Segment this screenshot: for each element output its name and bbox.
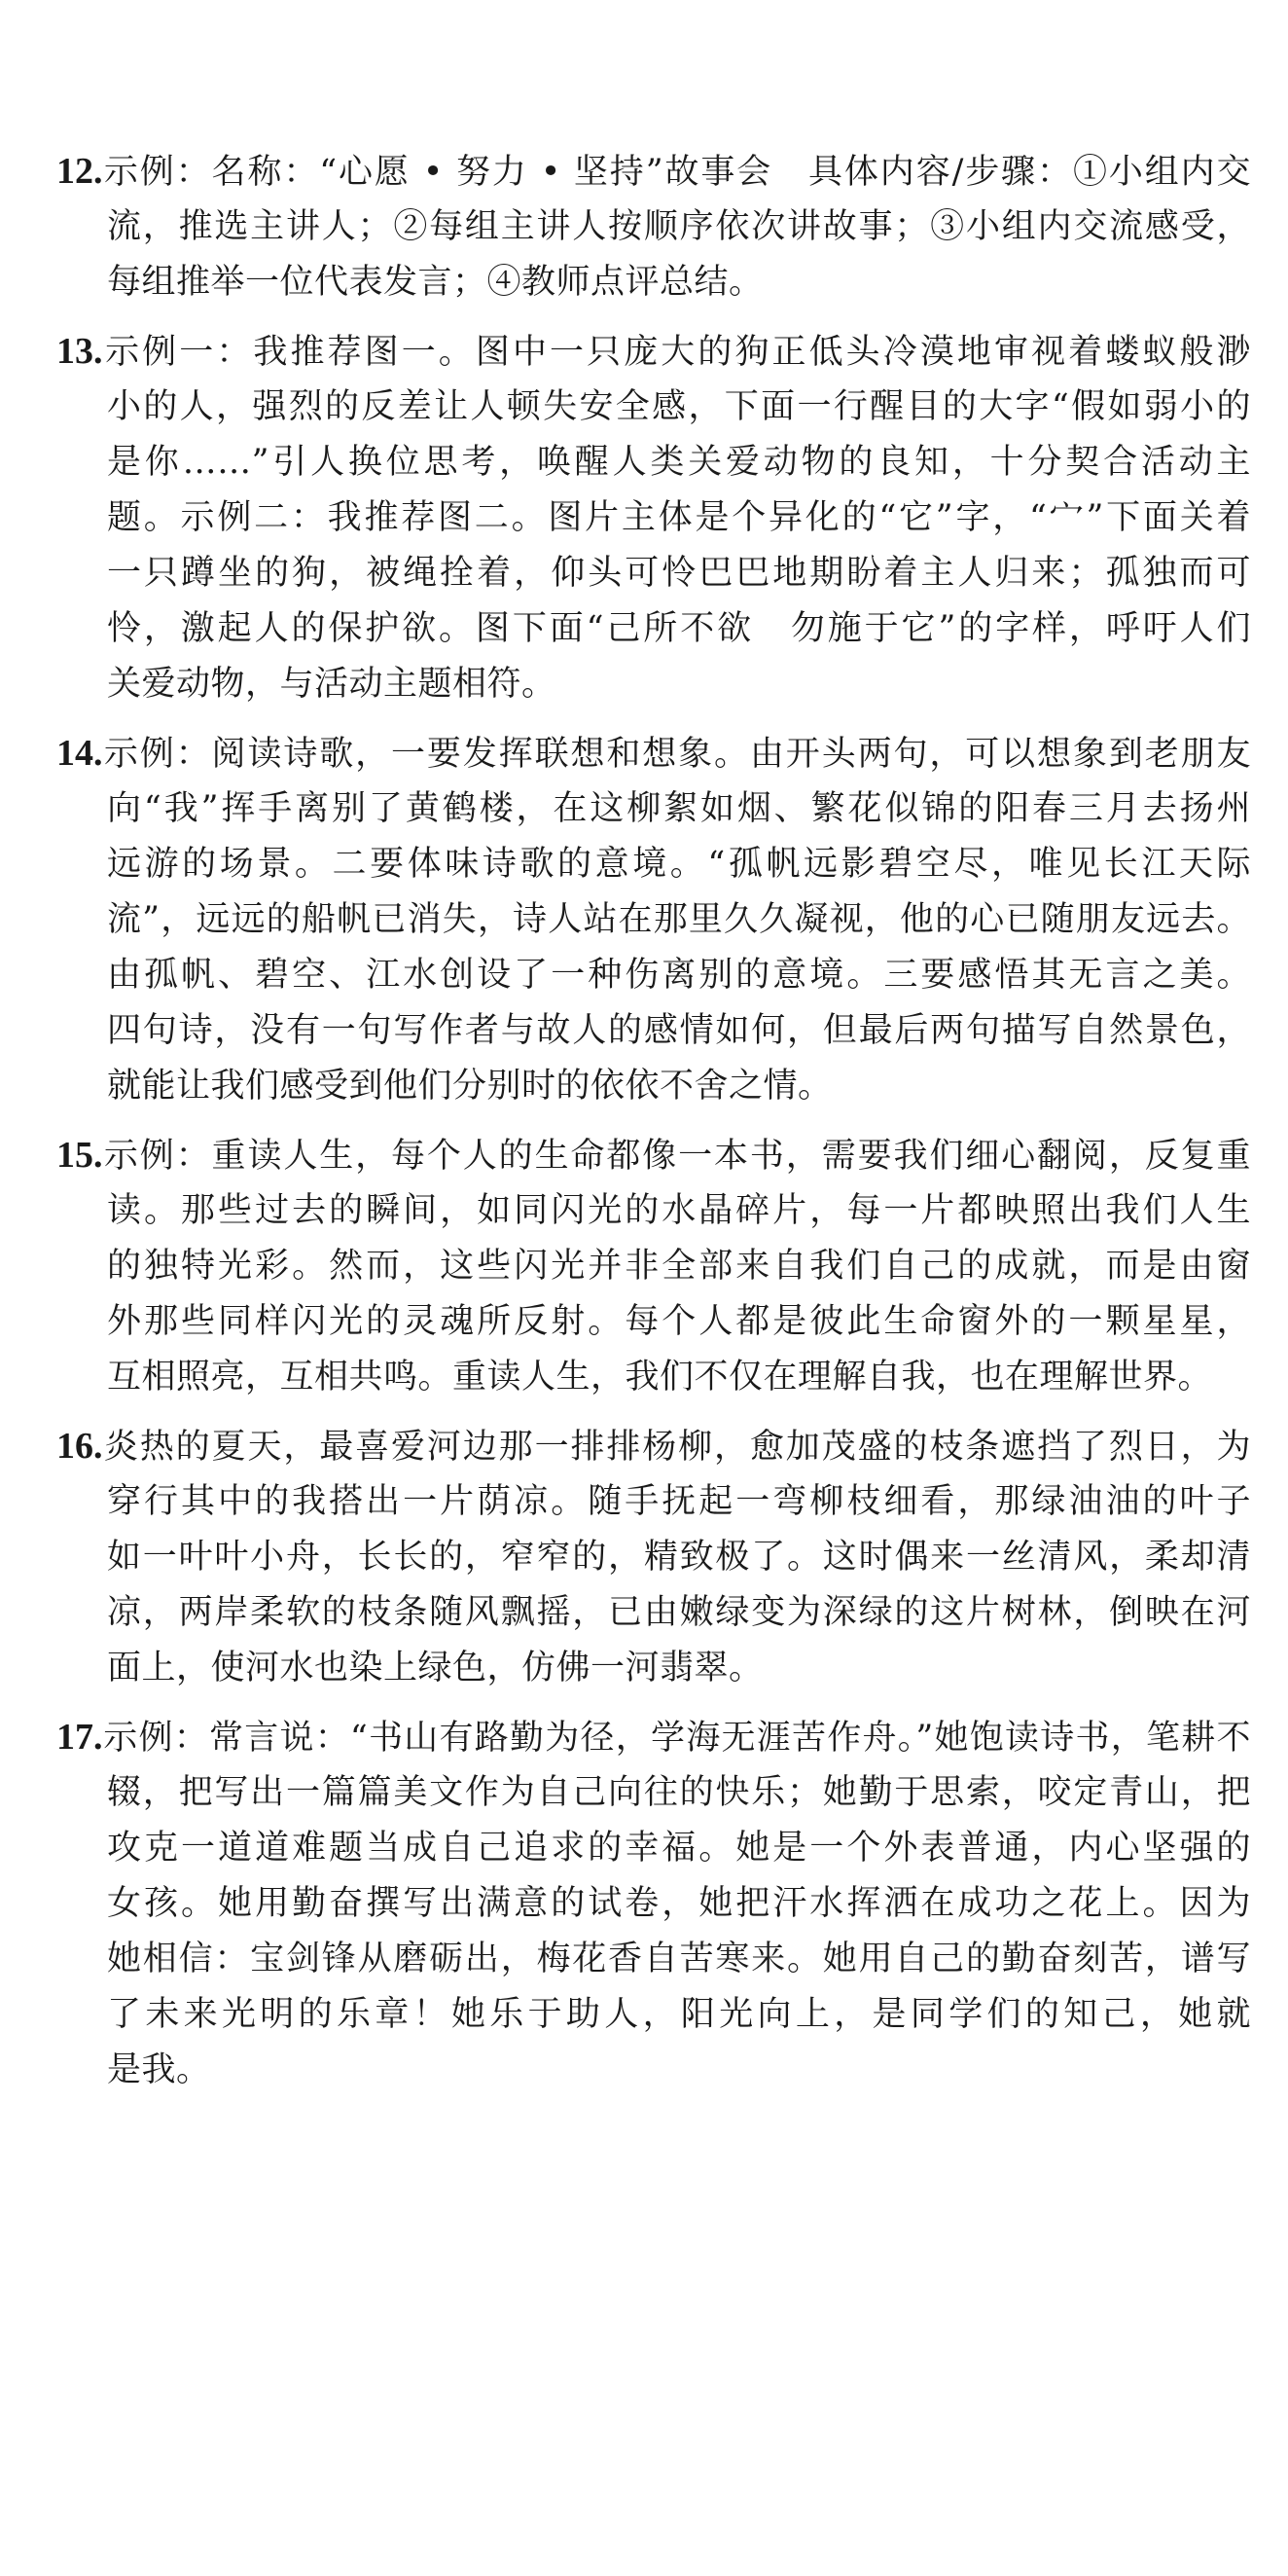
answer-line: 一只蹲坐的狗，被绳拴着，仰头可怜巴巴地期盼着主人归来；孤独而可: [107, 554, 1251, 593]
answer-line: 攻克一道道难题当成自己追求的幸福。她是一个外表普通，内心坚强的: [107, 1829, 1251, 1868]
answer-line: 如一叶叶小舟，长长的，窄窄的，精致极了。这时偶来一丝清风，柔却清: [107, 1538, 1251, 1577]
answer-number: 14.: [56, 733, 103, 774]
answer-line: 小的人，强烈的反差让人顿失安全感，下面一行醒目的大字“假如弱小的: [107, 387, 1251, 426]
answer-line: 辍，把写出一篇篇美文作为自己向往的快乐；她勤于思索，咬定青山，把: [107, 1773, 1251, 1812]
answer-line: 就能让我们感受到他们分别时的依依不舍之情。: [107, 1067, 833, 1106]
answer-item-13: [56, 324, 1251, 712]
answer-line: 题。示例二：我推荐图二。图片主体是个异化的“它”字，“宀”下面关着: [107, 498, 1251, 537]
answer-line: [56, 1128, 1251, 1183]
answer-line: 凉，两岸柔软的枝条随风飘摇，已由嫩绿变为深绿的这片树林，倒映在河: [107, 1593, 1251, 1632]
answer-item-16: [56, 1419, 1251, 1696]
answer-item-14: [56, 726, 1251, 1114]
answer-line: 四句诗，没有一句写作者与故人的感情如何，但最后两句描写自然景色，: [107, 1011, 1251, 1050]
answer-line: 她相信：宝剑锋从磨砺出，梅花香自苦寒来。她用自己的勤奋刻苦，谱写: [107, 1940, 1251, 1978]
answer-line: 穿行其中的我搭出一片荫凉。随手抚起一弯柳枝细看，那绿油油的叶子: [107, 1482, 1251, 1521]
answer-text: 示例一：我推荐图一。图中一只庞大的狗正低头冷漠地审视着蝼蚁般渺: [102, 333, 1251, 372]
answer-line: 怜，激起人的保护欲。图下面“己所不欲 勿施于它”的字样，呼吁人们: [107, 609, 1251, 648]
answer-line: 关爱动物，与活动主题相符。: [107, 665, 556, 704]
answer-text: 示例：名称：“心愿 • 努力 • 坚持”故事会 具体内容/步骤：①小组内交: [102, 153, 1251, 192]
answer-item-12: [56, 144, 1251, 310]
answer-text: 示例：重读人生，每个人的生命都像一本书，需要我们细心翻阅，反复重: [102, 1137, 1251, 1176]
answer-list: [56, 144, 1251, 2112]
answer-line: 的独特光彩。然而，这些闪光并非全部来自我们自己的成就，而是由窗: [107, 1247, 1251, 1286]
answer-line: 读。那些过去的瞬间，如同闪光的水晶碎片，每一片都映照出我们人生: [107, 1191, 1251, 1230]
answer-line: 流，推选主讲人；②每组主讲人按顺序依次讲故事；③小组内交流感受，: [107, 207, 1251, 246]
answer-line: 每组推举一位代表发言；④教师点评总结。: [107, 263, 764, 302]
answer-text: 示例：常言说：“书山有路勤为径，学海无涯苦作舟。”她饱读诗书，笔耕不: [102, 1719, 1251, 1758]
answer-line: [56, 144, 1251, 200]
answer-line: [56, 1710, 1251, 1765]
answer-line: 由孤帆、碧空、江水创设了一种伤离别的意境。三要感悟其无言之美。: [107, 956, 1251, 995]
answer-text: 炎热的夏天，最喜爱河边那一排排杨柳，愈加茂盛的枝条遮挡了烈日，为: [102, 1428, 1251, 1467]
answer-line: 互相照亮，互相共鸣。重读人生，我们不仅在理解自我，也在理解世界。: [107, 1358, 1213, 1397]
answer-line: 了未来光明的乐章！她乐于助人，阳光向上，是同学们的知己，她就: [107, 1995, 1251, 2034]
answer-item-15: [56, 1128, 1251, 1405]
answer-number: 16.: [56, 1426, 103, 1467]
answer-line: 面上，使河水也染上绿色，仿佛一河翡翠。: [107, 1649, 764, 1687]
answer-line: [56, 1419, 1251, 1474]
answer-number: 17.: [56, 1717, 103, 1758]
answer-line: 外那些同样闪光的灵魂所反射。每个人都是彼此生命窗外的一颗星星，: [107, 1302, 1251, 1341]
answer-number: 12.: [56, 151, 103, 192]
answer-line: 远游的场景。二要体味诗歌的意境。“孤帆远影碧空尽，唯见长江天际: [107, 845, 1251, 884]
answer-line: 是你……”引人换位思考，唤醒人类关爱动物的良知，十分契合活动主: [107, 443, 1251, 482]
answer-number: 13.: [56, 331, 103, 372]
answer-line: 向“我”挥手离别了黄鹤楼，在这柳絮如烟、繁花似锦的阳春三月去扬州: [107, 789, 1251, 828]
answer-text: 示例：阅读诗歌，一要发挥联想和想象。由开头两句，可以想象到老朋友: [102, 735, 1251, 774]
answer-line: [56, 324, 1251, 380]
answer-line: 流”，远远的船帆已消失，诗人站在那里久久凝视，他的心已随朋友远去。: [107, 900, 1251, 939]
answer-item-17: [56, 1710, 1251, 2098]
answer-line: 是我。: [107, 2050, 211, 2089]
answer-line: 女孩。她用勤奋撰写出满意的试卷，她把汗水挥洒在成功之花上。因为: [107, 1884, 1251, 1923]
answer-number: 15.: [56, 1135, 103, 1176]
answer-line: [56, 726, 1251, 781]
